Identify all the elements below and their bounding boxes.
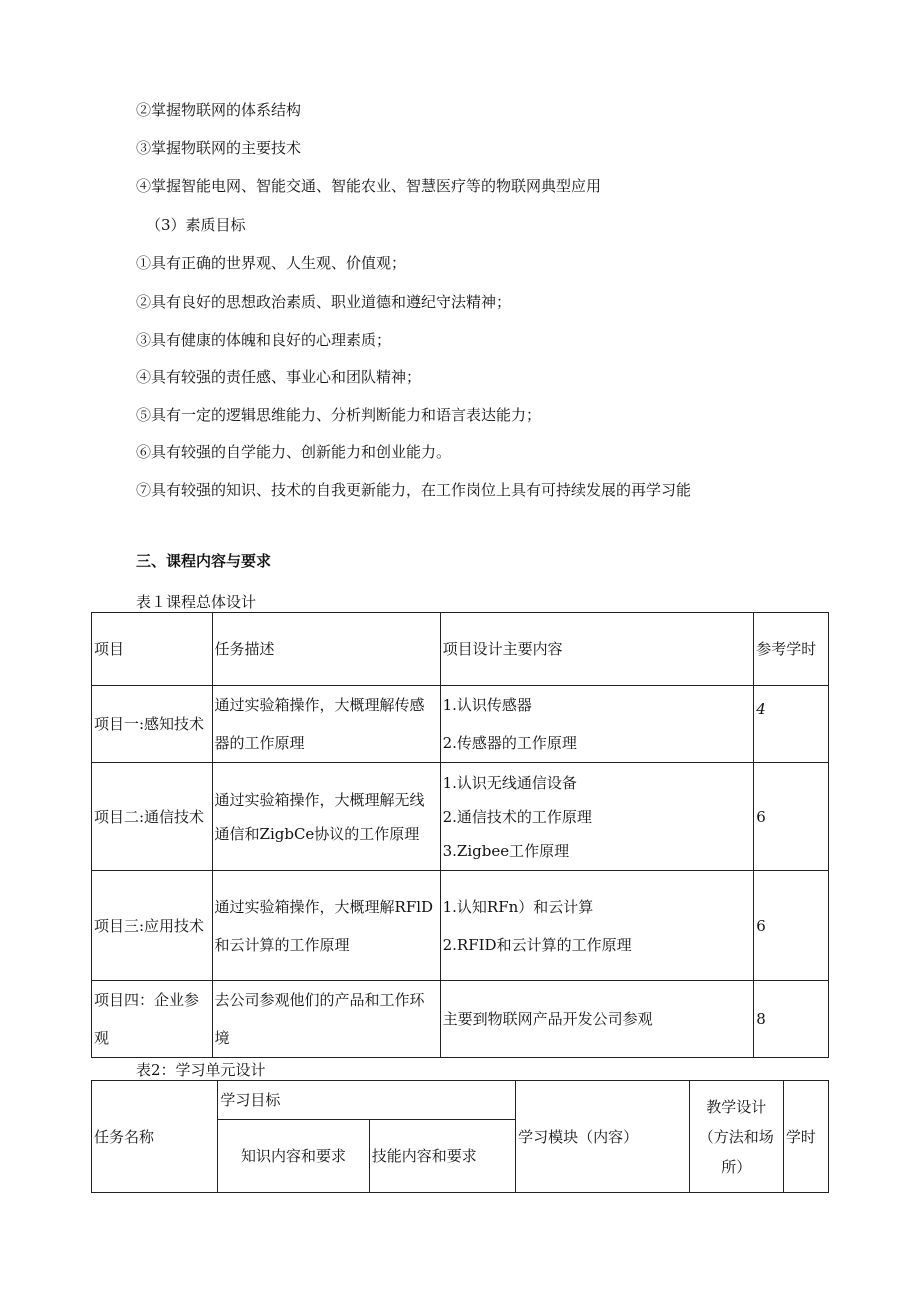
row-hours: 6 xyxy=(754,763,829,871)
quality-item: ③具有健康的体魄和良好的心理素质； xyxy=(136,331,392,349)
learning-unit-table xyxy=(91,1080,829,1193)
header-project: 项目 xyxy=(92,613,213,686)
table-row xyxy=(92,686,829,763)
table1-caption: 表１课程总体设计 xyxy=(136,593,257,611)
quality-item: ⑥具有较强的自学能力、创新能力和创业能力。 xyxy=(136,443,452,461)
row-content xyxy=(440,763,754,871)
quality-item: ①具有正确的世界观、人生观、价值观； xyxy=(136,254,407,272)
content-line: 2.传感器的工作原理 xyxy=(442,734,577,752)
row-project: 项目四：企业参观 xyxy=(92,981,213,1058)
table-row xyxy=(92,981,829,1058)
content-line: 2.通信技术的工作原理 xyxy=(442,807,592,826)
quality-item: ②具有良好的思想政治素质、职业道德和遵纪守法精神； xyxy=(136,293,512,311)
quality-item: ⑦具有较强的知识、技术的自我更新能力，在工作岗位上具有可持续发展的再学习能 xyxy=(136,481,692,499)
header-hours: 学时 xyxy=(783,1081,828,1193)
content-line: 1.认识传感器 xyxy=(442,696,532,714)
course-design-table xyxy=(91,612,829,1058)
row-hours: 4 xyxy=(754,686,829,763)
content-line: 2.RFID和云计算的工作原理 xyxy=(442,935,632,954)
header-hours: 参考学时 xyxy=(754,613,829,686)
row-content: 主要到物联网产品开发公司参观 xyxy=(440,981,754,1058)
content-line: 1.认知RFn）和云计算 xyxy=(442,897,594,916)
quality-heading: （3）素质目标 xyxy=(146,216,246,234)
row-task: 通过实验箱操作，大概理解传感器的工作原理 xyxy=(212,686,440,763)
knowledge-item: ③掌握物联网的主要技术 xyxy=(136,139,302,157)
row-project: 项目一:感知技术 xyxy=(92,686,213,763)
header-knowledge: 知识内容和要求 xyxy=(218,1120,369,1193)
knowledge-item: ②掌握物联网的体系结构 xyxy=(136,101,302,119)
header-task: 任务描述 xyxy=(212,613,440,686)
row-content xyxy=(440,686,754,763)
table-header-row xyxy=(92,613,829,686)
table2-caption: 表2：学习单元设计 xyxy=(136,1061,266,1079)
quality-item: ⑤具有一定的逻辑思维能力、分析判断能力和语言表达能力； xyxy=(136,406,542,424)
row-hours: 6 xyxy=(754,871,829,981)
row-task: 通过实验箱操作，大概理解RFlD和云计算的工作原理 xyxy=(212,871,440,981)
header-task-name: 任务名称 xyxy=(92,1081,218,1193)
row-task: 去公司参观他们的产品和工作环境 xyxy=(212,981,440,1058)
table-row xyxy=(92,763,829,871)
row-project: 项目二:通信技术 xyxy=(92,763,213,871)
knowledge-item: ④掌握智能电网、智能交通、智能农业、智慧医疗等的物联网典型应用 xyxy=(136,177,602,195)
table-row xyxy=(92,871,829,981)
content-line: 1.认识无线通信设备 xyxy=(442,773,577,792)
header-module: 学习模块（内容） xyxy=(516,1081,689,1193)
row-project: 项目三:应用技术 xyxy=(92,871,213,981)
header-objectives: 学习目标 xyxy=(218,1081,516,1120)
quality-item: ④具有较强的责任感、事业心和团队精神； xyxy=(136,368,422,386)
header-skills: 技能内容和要求 xyxy=(369,1120,515,1193)
content-line: 3.Zigbee工作原理 xyxy=(442,841,570,860)
row-task: 通过实验箱操作，大概理解无线通信和ZigbCe协议的工作原理 xyxy=(212,763,440,871)
row-content xyxy=(440,871,754,981)
section-title: 三、课程内容与要求 xyxy=(136,552,272,570)
header-teaching: 教学设计（方法和场所） xyxy=(689,1081,783,1193)
row-hours: 8 xyxy=(754,981,829,1058)
header-content: 项目设计主要内容 xyxy=(440,613,754,686)
